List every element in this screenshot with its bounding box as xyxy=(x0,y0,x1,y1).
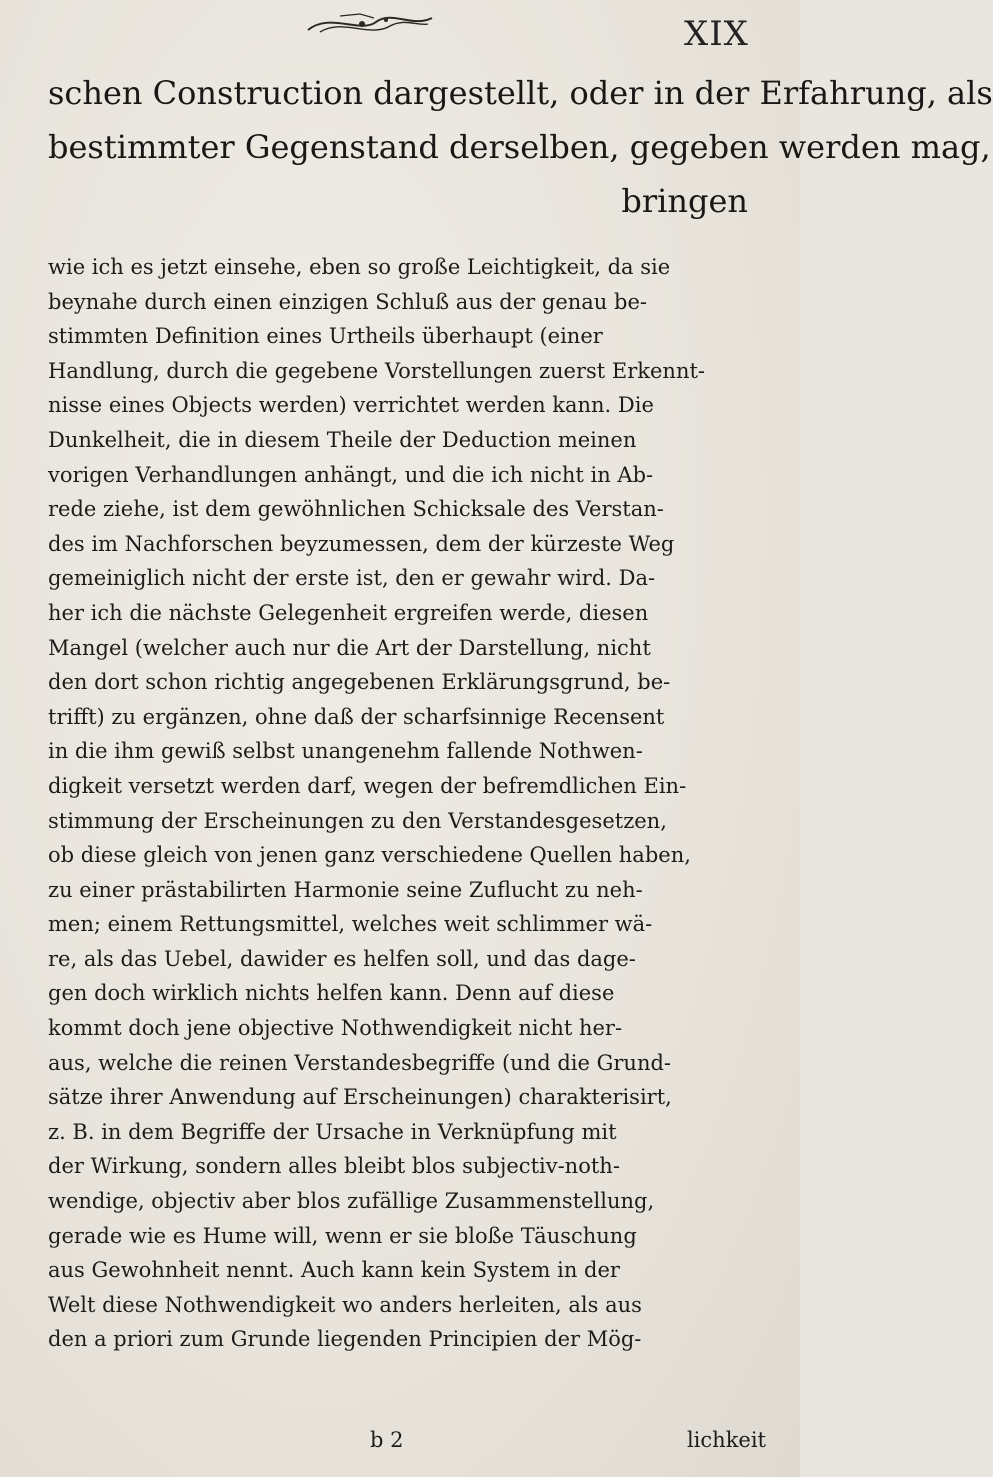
text-line: der Wirkung, sondern alles bleibt blos subjectiv-noth- xyxy=(48,1154,620,1179)
text-line: Handlung, durch die gegebene Vorstellungen zuerst Erkennt- xyxy=(48,358,705,383)
text-line: kommt doch jene objective Nothwendigkeit nicht her- xyxy=(48,1016,623,1041)
printer-signature: b 2 xyxy=(370,1428,404,1452)
text-line: rede ziehe, ist dem gewöhnlichen Schicksale des Verstan- xyxy=(48,497,664,522)
section-heading xyxy=(48,66,993,228)
text-line: stimmung der Erscheinungen zu den Verstandesgesetzen, xyxy=(48,808,667,833)
text-line: aus Gewohnheit nennt. Auch kann kein System in der xyxy=(48,1258,620,1283)
heading-line: bestimmter Gegenstand derselben, gegeben werden mag, xyxy=(48,128,991,166)
text-line: in die ihm gewiß selbst unangenehm fallende Nothwen- xyxy=(48,739,643,764)
text-line: digkeit versetzt werden darf, wegen der befremdlichen Ein- xyxy=(48,773,687,798)
text-line: zu einer prästabilirten Harmonie seine Zuflucht zu neh- xyxy=(48,877,643,902)
text-line: nisse eines Objects werden) verrichtet werden kann. Die xyxy=(48,393,654,418)
body-text xyxy=(48,250,766,1357)
text-line: z. B. in dem Begriffe der Ursache in Verknüpfung mit xyxy=(48,1119,617,1144)
text-line: sätze ihrer Anwendung auf Erscheinungen) charakterisirt, xyxy=(48,1085,672,1110)
text-line: her ich die nächste Gelegenheit ergreifen werde, diesen xyxy=(48,600,649,625)
text-line: aus, welche die reinen Verstandesbegriffe (und die Grund- xyxy=(48,1050,672,1075)
text-line: Mangel (welcher auch nur die Art der Darstellung, nicht xyxy=(48,635,651,660)
heading-line: bringen xyxy=(621,182,748,220)
text-line: beynahe durch einen einzigen Schluß aus der genau be- xyxy=(48,289,647,314)
text-line: stimmten Definition eines Urtheils überhaupt (einer xyxy=(48,324,603,349)
text-line: wendige, objectiv aber blos zufällige Zusammenstellung, xyxy=(48,1189,655,1214)
text-line: trifft) zu ergänzen, ohne daß der scharfsinnige Recensent xyxy=(48,704,665,729)
text-line: gen doch wirklich nichts helfen kann. Denn auf diese xyxy=(48,981,615,1006)
text-line: vorigen Verhandlungen anhängt, und die ich nicht in Ab- xyxy=(48,462,654,487)
text-line: Dunkelheit, die in diesem Theile der Deduction meinen xyxy=(48,427,637,452)
page-number: XIX xyxy=(684,14,749,54)
text-line: men; einem Rettungsmittel, welches weit schlimmer wä- xyxy=(48,912,653,937)
text-line: des im Nachforschen beyzumessen, dem der kürzeste Weg xyxy=(48,531,675,556)
text-line: den dort schon richtig angegebenen Erklärungsgrund, be- xyxy=(48,670,671,695)
decorative-flourish-icon xyxy=(300,8,440,38)
heading-line: schen Construction dargestellt, oder in der Erfahrung, als xyxy=(48,74,993,112)
text-line: gemeiniglich nicht der erste ist, den er gewahr wird. Da- xyxy=(48,566,656,591)
text-line: den a priori zum Grunde liegenden Principien der Mög- xyxy=(48,1327,642,1352)
text-line: gerade wie es Hume will, wenn er sie bloße Täuschung xyxy=(48,1223,637,1248)
text-line: ob diese gleich von jenen ganz verschiedene Quellen haben, xyxy=(48,843,691,868)
text-line: Welt diese Nothwendigkeit wo anders herleiten, als aus xyxy=(48,1292,642,1317)
catchword: lichkeit xyxy=(686,1428,766,1452)
text-line: re, als das Uebel, dawider es helfen soll, und das dage- xyxy=(48,946,636,971)
text-line: wie ich es jetzt einsehe, eben so große Leichtigkeit, da sie xyxy=(48,255,671,279)
